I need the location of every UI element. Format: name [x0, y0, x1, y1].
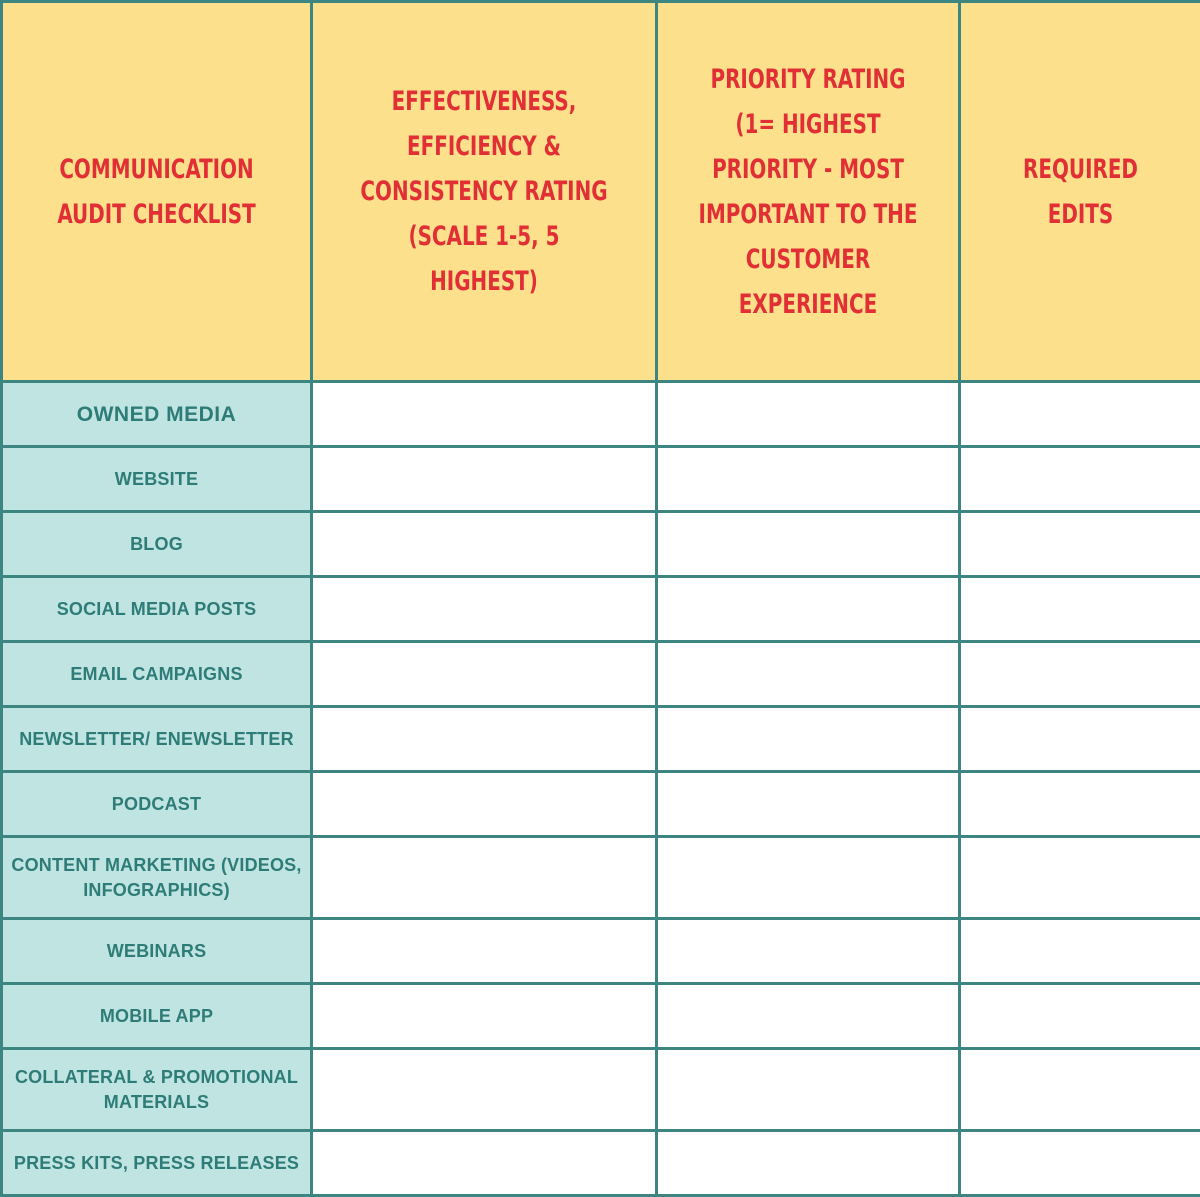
rating-cell[interactable] [312, 512, 657, 577]
row-label-mobile-app: MOBILE APP [2, 984, 312, 1049]
table-row [2, 447, 1200, 512]
table-row [2, 772, 1200, 837]
rating-cell[interactable] [312, 1131, 657, 1196]
rating-cell[interactable] [312, 984, 657, 1049]
edits-cell[interactable] [960, 707, 1200, 772]
rating-cell[interactable] [312, 447, 657, 512]
table-row [2, 512, 1200, 577]
row-label-press-kits: PRESS KITS, PRESS RELEASES [2, 1131, 312, 1196]
priority-cell[interactable] [657, 512, 960, 577]
table-row [2, 1049, 1200, 1131]
row-label-collateral: COLLATERAL & PROMOTIONAL MATERIALS [2, 1049, 312, 1131]
header-required-edits: REQUIRED EDITS [960, 2, 1200, 382]
header-priority-rating: PRIORITY RATING (1= HIGHEST PRIORITY - MOST IMPORTANT TO THE CUSTOMER EXPERIENCE [657, 2, 960, 382]
row-label-social-media-posts: SOCIAL MEDIA POSTS [2, 577, 312, 642]
priority-cell[interactable] [657, 837, 960, 919]
table-row [2, 837, 1200, 919]
row-label-podcast: PODCAST [2, 772, 312, 837]
header-communication-audit-checklist: COMMUNICATION AUDIT CHECKLIST [2, 2, 312, 382]
table-row [2, 577, 1200, 642]
priority-cell[interactable] [657, 1049, 960, 1131]
rating-cell[interactable] [312, 837, 657, 919]
table-row [2, 919, 1200, 984]
edits-cell[interactable] [960, 1131, 1200, 1196]
priority-cell[interactable] [657, 772, 960, 837]
row-label-website: WEBSITE [2, 447, 312, 512]
edits-cell[interactable] [960, 772, 1200, 837]
section-title: OWNED MEDIA [2, 382, 312, 447]
priority-cell[interactable] [657, 642, 960, 707]
header-effectiveness-rating: EFFECTIVENESS, EFFICIENCY & CONSISTENCY RATING (SCALE 1-5, 5 HIGHEST) [312, 2, 657, 382]
rating-cell[interactable] [312, 919, 657, 984]
edits-cell[interactable] [960, 642, 1200, 707]
edits-cell[interactable] [960, 919, 1200, 984]
table-row [2, 707, 1200, 772]
rating-cell[interactable] [312, 577, 657, 642]
section-row-owned-media [2, 382, 1200, 447]
edits-cell[interactable] [960, 447, 1200, 512]
row-label-blog: BLOG [2, 512, 312, 577]
edits-cell[interactable] [960, 837, 1200, 919]
row-label-webinars: WEBINARS [2, 919, 312, 984]
rating-cell[interactable] [312, 707, 657, 772]
header-row [2, 2, 1200, 382]
edits-cell[interactable] [960, 512, 1200, 577]
table-row [2, 1131, 1200, 1196]
edits-cell[interactable] [960, 577, 1200, 642]
edits-cell[interactable] [960, 382, 1200, 447]
priority-cell[interactable] [657, 707, 960, 772]
rating-cell[interactable] [312, 1049, 657, 1131]
row-label-newsletter: NEWSLETTER/ ENEWSLETTER [2, 707, 312, 772]
priority-cell[interactable] [657, 1131, 960, 1196]
priority-cell[interactable] [657, 577, 960, 642]
rating-cell[interactable] [312, 382, 657, 447]
priority-cell[interactable] [657, 984, 960, 1049]
edits-cell[interactable] [960, 984, 1200, 1049]
rating-cell[interactable] [312, 642, 657, 707]
rating-cell[interactable] [312, 772, 657, 837]
priority-cell[interactable] [657, 447, 960, 512]
priority-cell[interactable] [657, 919, 960, 984]
row-label-content-marketing: CONTENT MARKETING (VIDEOS, INFOGRAPHICS) [2, 837, 312, 919]
table-row [2, 642, 1200, 707]
row-label-email-campaigns: EMAIL CAMPAIGNS [2, 642, 312, 707]
priority-cell[interactable] [657, 382, 960, 447]
table-row [2, 984, 1200, 1049]
edits-cell[interactable] [960, 1049, 1200, 1131]
